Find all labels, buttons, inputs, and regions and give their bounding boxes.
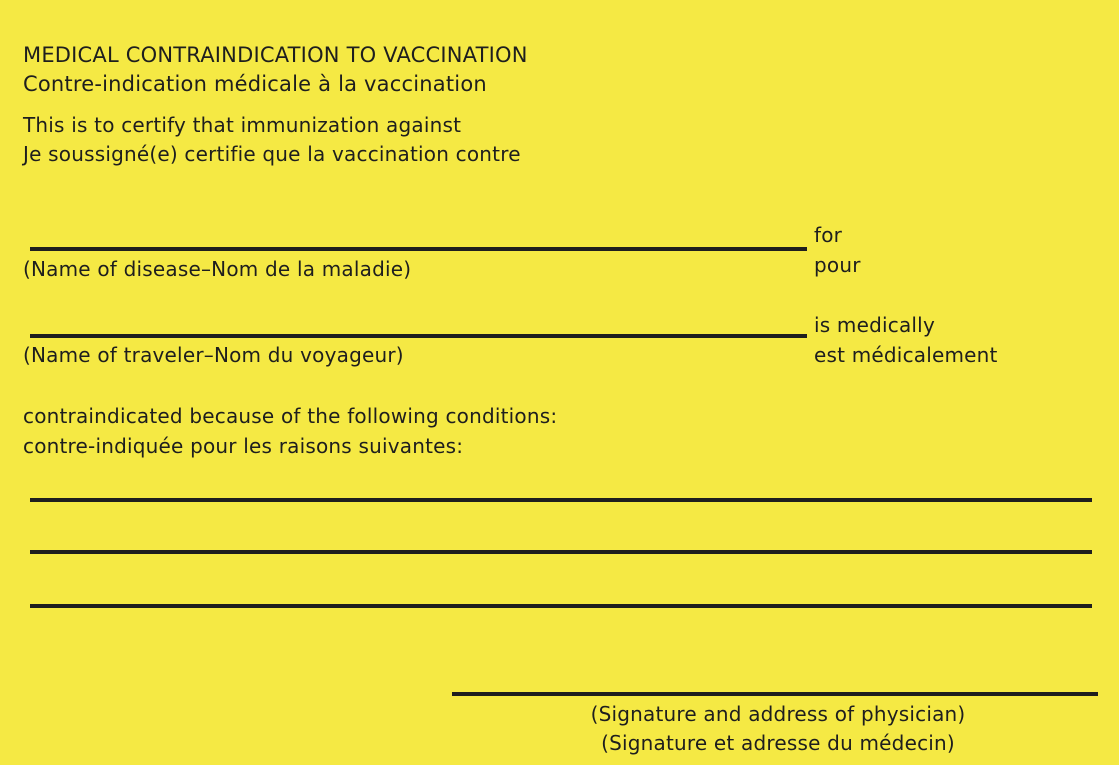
traveler-suffix-fr: est médicalement: [814, 343, 998, 367]
condition-line-1[interactable]: [30, 498, 1092, 502]
condition-line-2[interactable]: [30, 550, 1092, 554]
signature-line[interactable]: [452, 692, 1098, 696]
traveler-suffix-en: is medically: [814, 313, 935, 337]
disease-suffix-en: for: [814, 223, 843, 247]
disease-field-label: (Name of disease–Nom de la maladie): [23, 257, 412, 281]
traveler-field-label: (Name of traveler–Nom du voyageur): [23, 343, 404, 367]
signature-label-en: (Signature and address of physician): [590, 702, 966, 726]
disease-suffix-fr: pour: [814, 253, 861, 277]
conditions-text-fr: contre-indiquée pour les raisons suivantes:: [23, 434, 464, 458]
certify-text-en: This is to certify that immunization against: [23, 113, 462, 137]
form-title-en: MEDICAL CONTRAINDICATION TO VACCINATION: [23, 43, 528, 67]
disease-name-line[interactable]: [30, 247, 807, 251]
traveler-name-line[interactable]: [30, 334, 807, 338]
certify-text-fr: Je soussigné(e) certifie que la vaccination contre: [23, 142, 521, 166]
condition-line-3[interactable]: [30, 604, 1092, 608]
conditions-text-en: contraindicated because of the following conditions:: [23, 404, 558, 428]
signature-label-fr: (Signature et adresse du médecin): [601, 731, 955, 755]
form-title-fr: Contre-indication médicale à la vaccination: [23, 72, 487, 96]
